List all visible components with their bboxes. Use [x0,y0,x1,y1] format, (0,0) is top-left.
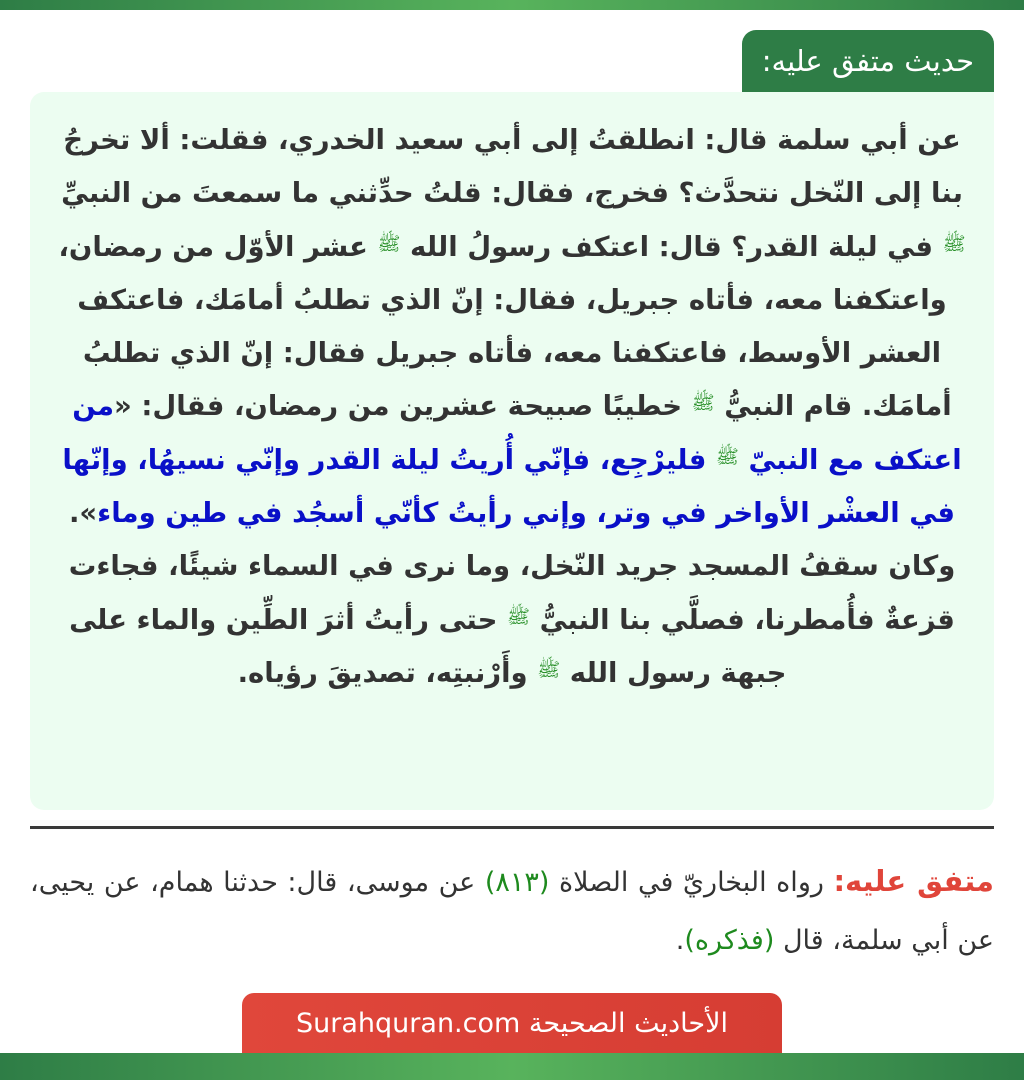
salawat-icon: ﷺ [537,658,561,681]
source-text: . [675,925,685,956]
bottom-decorative-bar [0,1053,1024,1080]
hadith-text-segment: وأَرْنبتِه، تصديقَ رؤياه. [237,656,528,689]
reference-number: (٨١٣) [484,867,550,898]
hadith-type-heading: حديث متفق عليه: [742,30,994,92]
hadith-body [56,114,968,700]
hadith-text-segment: في ليلة القدر؟ قال: اعتكف رسولُ الله [410,230,933,263]
reference-note: (فذكره) [684,925,775,956]
hadith-text-segment: خطيبًا صبيحة عشرين من رمضان، فقال: « [114,390,683,423]
source-text: رواه البخاريّ في الصلاة [549,867,834,898]
salawat-icon: ﷺ [377,232,401,255]
hadith-text-segment: عشر الأوّل من رمضان، واعتكفنا معه، فأتاه جبريل، فقال: إنّ الذي تطلبُ أمامَك، فاعتكف العشر الأوسط، فاعتكفنا معه، فأتاه جبريل فقال: إنّ الذي تطلبُ أمامَك. قام النبيُّ [58,230,952,423]
salawat-icon: ﷺ [715,445,739,468]
salawat-icon: ﷺ [942,232,966,255]
source-label: متفق عليه: [833,864,994,898]
hadith-text-segment: عن أبي سلمة قال: انطلقتُ إلى أبي سعيد الخدري، فقلت: ألا تخرجُ بنا إلى النّخل نتحدَّث؟ فخرج، فقال: قلتُ حدِّثني ما سمعتَ من النبيِّ [61,124,963,210]
hadith-text-segment: ». وكان سقفُ المسجد جريد النّخل، وما نرى في السماء شيئًا، فجاءت قزعةٌ فأُمطرنا، فصلَّي بنا النبيُّ [68,497,956,636]
quote-segment: من اعتكف مع النبيّ [72,390,962,476]
section-divider [30,826,994,829]
hadith-source [30,852,994,970]
quote-segment: فليرْجِع، فإنّي أُريتُ ليلة القدر وإنّي نسيهُا، وإنّها في العشْر الأواخر في وتر، وإني رأيتُ كأنّي أسجُد في طين وماء [62,443,956,530]
hadith-text-box [30,92,994,810]
top-decorative-bar [0,0,1024,10]
hadith-text-segment: حتى رأيتُ أثرَ الطِّين والماء على جبهة رسول الله [69,603,787,689]
site-brand-badge: الأحاديث الصحيحة Surahquran.com [242,993,782,1053]
salawat-icon: ﷺ [507,605,530,628]
salawat-icon: ﷺ [691,392,715,415]
source-text: عن موسى، قال: حدثنا همام، عن يحيى، عن أبي سلمة، قال [30,867,994,956]
